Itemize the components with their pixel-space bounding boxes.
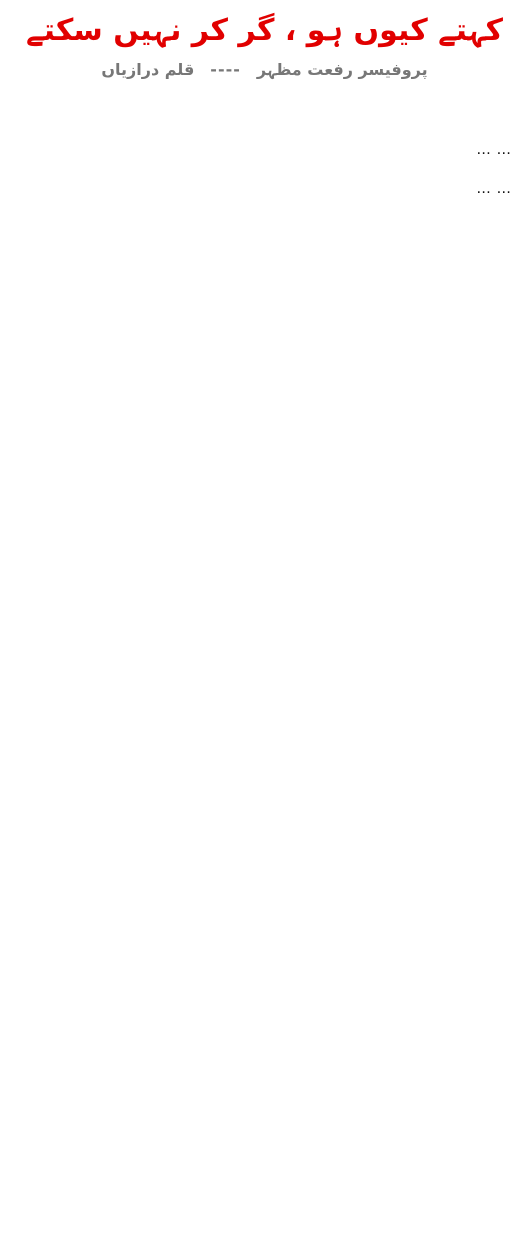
byline-separator: ----: [210, 60, 241, 79]
article-paragraph-2: … …: [476, 181, 511, 197]
column-name: قلم درازیاں: [101, 60, 195, 79]
article-paragraph-1: … …: [476, 142, 511, 158]
column-title: کہتے کیوں ہو ، گر کر نہیں سکتے: [26, 13, 503, 48]
author-name: پروفیسر رفعت مظہر: [256, 60, 428, 79]
article-body: [18, 136, 511, 204]
byline: [18, 56, 511, 84]
